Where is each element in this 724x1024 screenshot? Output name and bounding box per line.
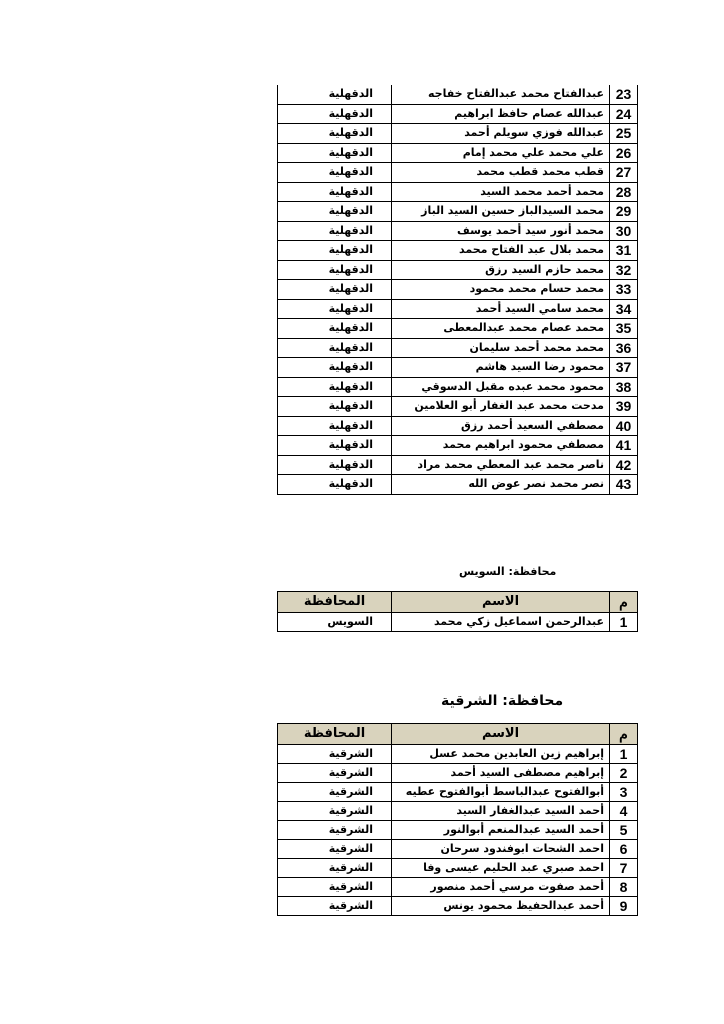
row-name: مدحت محمد عبد الغفار أبو العلامين: [392, 397, 610, 417]
row-governorate: السويس: [278, 613, 392, 632]
table-row: [278, 143, 638, 163]
row-name: محمود رضا السيد هاشم: [392, 358, 610, 378]
row-governorate: الدقهلية: [278, 397, 392, 417]
row-number: 29: [610, 202, 638, 222]
header-name: الاسم: [392, 724, 610, 745]
row-number: 36: [610, 338, 638, 358]
row-number: 31: [610, 241, 638, 261]
dakahlia-table-body: [278, 85, 638, 494]
row-governorate: الدقهلية: [278, 260, 392, 280]
row-number: 2: [610, 764, 638, 783]
table-row: [278, 241, 638, 261]
row-governorate: الدقهلية: [278, 163, 392, 183]
row-governorate: الدقهلية: [278, 319, 392, 339]
row-governorate: الدقهلية: [278, 338, 392, 358]
row-governorate: الدقهلية: [278, 124, 392, 144]
suez-table: [277, 591, 638, 632]
row-number: 34: [610, 299, 638, 319]
table-row: [278, 85, 638, 104]
row-number: 5: [610, 821, 638, 840]
row-name: عبدالله فوزي سويلم أحمد: [392, 124, 610, 144]
row-name: ناصر محمد عبد المعطي محمد مراد: [392, 455, 610, 475]
row-name: أحمد السيد عبدالغفار السيد: [392, 802, 610, 821]
table-row: [278, 182, 638, 202]
row-governorate: الدقهلية: [278, 85, 392, 104]
row-name: محمد محمد أحمد سليمان: [392, 338, 610, 358]
row-governorate: الدقهلية: [278, 143, 392, 163]
sharqia-section-title: محافظة: الشرقية: [441, 693, 564, 709]
row-name: عبدالرحمن اسماعيل زكي محمد: [392, 613, 610, 632]
row-number: 40: [610, 416, 638, 436]
table-row: [278, 377, 638, 397]
row-name: احمد الشحات ابوفندود سرحان: [392, 840, 610, 859]
table-row: [278, 280, 638, 300]
table-row: [278, 260, 638, 280]
row-number: 24: [610, 104, 638, 124]
row-name: إبراهيم مصطفى السيد أحمد: [392, 764, 610, 783]
row-name: محمد حازم السيد رزق: [392, 260, 610, 280]
table-row: [278, 821, 638, 840]
row-governorate: الشرقية: [278, 878, 392, 897]
row-number: 35: [610, 319, 638, 339]
table-row: [278, 338, 638, 358]
row-number: 3: [610, 783, 638, 802]
table-row: [278, 475, 638, 495]
row-governorate: الدقهلية: [278, 377, 392, 397]
row-number: 28: [610, 182, 638, 202]
table-row: [278, 455, 638, 475]
row-governorate: الشرقية: [278, 840, 392, 859]
table-row: [278, 745, 638, 764]
row-number: 33: [610, 280, 638, 300]
row-number: 43: [610, 475, 638, 495]
row-governorate: الشرقية: [278, 783, 392, 802]
table-row: [278, 124, 638, 144]
row-number: 9: [610, 897, 638, 916]
row-governorate: الدقهلية: [278, 455, 392, 475]
row-number: 32: [610, 260, 638, 280]
row-name: محمد حسام محمد محمود: [392, 280, 610, 300]
row-number: 27: [610, 163, 638, 183]
row-number: 26: [610, 143, 638, 163]
row-number: 8: [610, 878, 638, 897]
row-number: 6: [610, 840, 638, 859]
dakahlia-table: [277, 85, 638, 495]
row-name: أحمد السيد عبدالمنعم أبوالنور: [392, 821, 610, 840]
row-name: مصطفي محمود ابراهيم محمد: [392, 436, 610, 456]
row-name: محمد سامي السيد أحمد: [392, 299, 610, 319]
sharqia-table: [277, 723, 638, 916]
table-row: [278, 416, 638, 436]
row-name: عبدالله عصام حافظ ابراهيم: [392, 104, 610, 124]
table-row: [278, 764, 638, 783]
suez-table-body: [278, 613, 638, 632]
row-governorate: الدقهلية: [278, 358, 392, 378]
table-row: [278, 299, 638, 319]
row-name: احمد صبري عبد الحليم عيسى وفا: [392, 859, 610, 878]
table-row: [278, 319, 638, 339]
row-name: علي محمد علي محمد إمام: [392, 143, 610, 163]
row-name: مصطفي السعيد أحمد رزق: [392, 416, 610, 436]
row-governorate: الشرقية: [278, 821, 392, 840]
table-row: [278, 783, 638, 802]
row-number: 37: [610, 358, 638, 378]
table-row: [278, 397, 638, 417]
suez-section-title: محافظة: السويس: [459, 565, 557, 578]
table-row: [278, 221, 638, 241]
table-row: [278, 859, 638, 878]
row-governorate: الشرقية: [278, 764, 392, 783]
row-name: إبراهيم زين العابدين محمد عسل: [392, 745, 610, 764]
header-name: الاسم: [392, 592, 610, 613]
table-row: [278, 613, 638, 632]
row-governorate: الشرقية: [278, 859, 392, 878]
row-name: محمد أحمد محمد السيد: [392, 182, 610, 202]
suez-header-row: [278, 592, 638, 613]
row-name: محمد أنور سيد أحمد يوسف: [392, 221, 610, 241]
row-name: محمد السيدالباز حسين السيد الباز: [392, 202, 610, 222]
table-row: [278, 104, 638, 124]
row-governorate: الشرقية: [278, 802, 392, 821]
row-governorate: الدقهلية: [278, 299, 392, 319]
row-governorate: الدقهلية: [278, 241, 392, 261]
row-number: 38: [610, 377, 638, 397]
sharqia-table-body: [278, 745, 638, 916]
row-name: أحمد عبدالحفيظ محمود يونس: [392, 897, 610, 916]
row-governorate: الشرقية: [278, 897, 392, 916]
row-governorate: الدقهلية: [278, 202, 392, 222]
row-governorate: الشرقية: [278, 745, 392, 764]
row-number: 41: [610, 436, 638, 456]
row-governorate: الدقهلية: [278, 182, 392, 202]
row-number: 4: [610, 802, 638, 821]
table-row: [278, 358, 638, 378]
row-name: محمود محمد عبده مقبل الدسوقي: [392, 377, 610, 397]
sharqia-header-row: [278, 724, 638, 745]
row-name: قطب محمد قطب محمد: [392, 163, 610, 183]
header-governorate: المحافظة: [278, 592, 392, 613]
row-governorate: الدقهلية: [278, 475, 392, 495]
row-name: نصر محمد نصر عوض الله: [392, 475, 610, 495]
table-row: [278, 878, 638, 897]
row-number: 25: [610, 124, 638, 144]
row-name: محمد بلال عبد الفتاح محمد: [392, 241, 610, 261]
row-name: عبدالفتاح محمد عبدالفتاح خفاجه: [392, 85, 610, 104]
table-row: [278, 840, 638, 859]
row-governorate: الدقهلية: [278, 436, 392, 456]
header-number: م: [610, 592, 638, 613]
header-number: م: [610, 724, 638, 745]
row-number: 7: [610, 859, 638, 878]
header-governorate: المحافظة: [278, 724, 392, 745]
row-governorate: الدقهلية: [278, 221, 392, 241]
row-number: 23: [610, 85, 638, 104]
row-name: أحمد صفوت مرسي أحمد منصور: [392, 878, 610, 897]
row-number: 39: [610, 397, 638, 417]
row-name: أبوالفتوح عبدالباسط أبوالفتوح عطيه: [392, 783, 610, 802]
table-row: [278, 202, 638, 222]
table-row: [278, 802, 638, 821]
row-name: محمد عصام محمد عبدالمعطى: [392, 319, 610, 339]
table-row: [278, 163, 638, 183]
table-row: [278, 897, 638, 916]
row-governorate: الدقهلية: [278, 104, 392, 124]
row-number: 1: [610, 745, 638, 764]
row-governorate: الدقهلية: [278, 416, 392, 436]
row-number: 30: [610, 221, 638, 241]
row-number: 1: [610, 613, 638, 632]
row-governorate: الدقهلية: [278, 280, 392, 300]
table-row: [278, 436, 638, 456]
row-number: 42: [610, 455, 638, 475]
